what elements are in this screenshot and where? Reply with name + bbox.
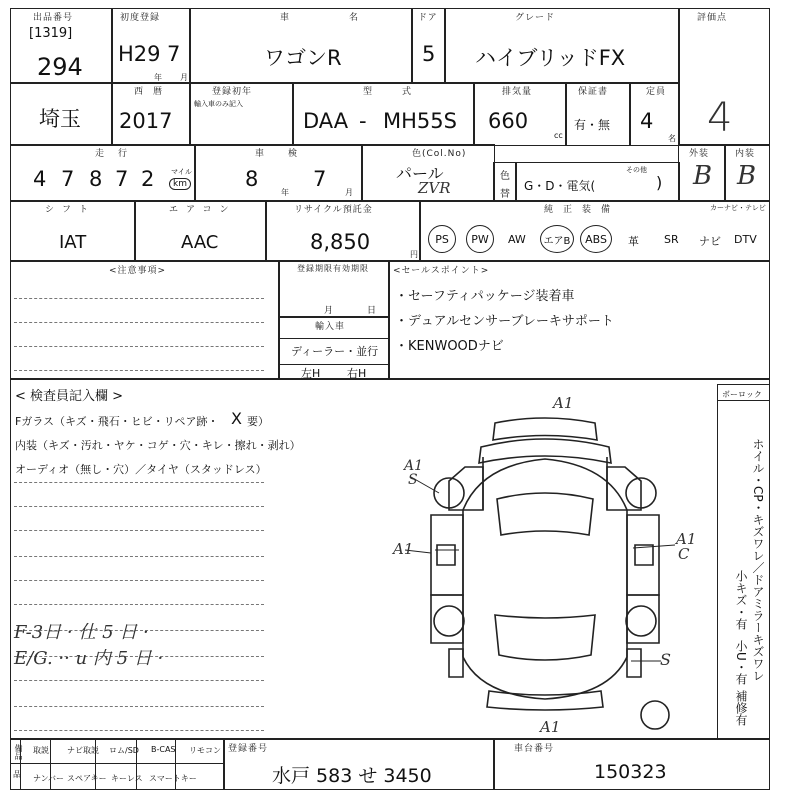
chassis-label: 車台番号 [514,744,555,754]
side-small-text: 小キズ・有 [734,570,748,630]
fuel-other-label: その他 [626,166,647,174]
recycle-label: リサイクル預託金 [294,205,373,215]
mileage-cell [10,144,196,202]
warranty-label: 保証書 [578,87,609,97]
inventory-item: ロム/SD [109,746,139,755]
caution-box [10,260,280,380]
import-type-box [278,316,390,380]
fuel-cell [515,162,680,202]
fglass-line-end: 要） [247,415,269,428]
color-code: ZVR [418,179,451,197]
fuel-close: ) [656,173,663,192]
exterior-label: 外装 [689,149,710,159]
equipment-airbag: エアB [540,225,574,253]
model-dash: - [359,109,367,133]
inspection-month: 7 [313,167,327,191]
inventory-item: ナビ取説 [67,746,99,755]
capacity-label: 定員 [646,87,667,97]
handle-left: 左H [301,367,321,380]
door-label: ドア [418,13,438,23]
equipment-pw: PW [466,225,494,253]
mileage-digit: 7 [61,167,75,191]
region: 埼玉 [39,107,81,131]
damage-mark: C [678,545,690,563]
sales-points-label: <セールスポイント> [393,266,490,276]
inventory-item: スペアキー [67,774,107,783]
inventory-item: スマートキー [149,774,197,783]
equipment-aw: AW [508,233,526,246]
sales-point: ・セーフティパッケージ装着車 [395,289,575,304]
color-label: 色(Col.No) [412,149,467,159]
inventory-item: ナンバー [33,774,65,783]
mileage-digit: 7 [115,167,129,191]
equipment-ps: PS [428,225,456,253]
exterior-cell [678,144,726,202]
door-cell [411,8,446,84]
recycle-fee: 8,850 [310,230,371,254]
grade-cell [444,8,680,84]
displacement-label: 排気量 [502,87,533,97]
color-name: パール [396,164,444,183]
displacement-cell [473,82,567,146]
mileage-unit-mile: マイル [171,168,192,176]
interior-line: 内装（キズ・汚れ・ヤケ・コゲ・穴・キレ・擦れ・剥れ） [15,439,301,452]
aircon: AAC [181,232,219,253]
deadline-box [278,260,390,318]
inspection-year-unit: 年 [281,188,289,197]
handle-right: 右H [347,367,367,380]
model-code-label: 型式 [363,87,442,97]
chassis-box [493,738,770,790]
doors: 5 [422,42,436,66]
model-prefix: DAA [303,109,349,133]
interior-cell [724,144,770,202]
damage-mark: A1 [540,718,561,736]
mileage-label: 走行 [95,149,142,159]
side-header: ボーロック [722,390,762,399]
lot-prefix: [1319] [29,26,73,41]
damage-mark: A1 [676,530,697,548]
color-change-label-2: 替 [500,189,510,200]
first-reg-year-unit: 年 [154,73,162,82]
deadline-month-unit: 月 [324,306,334,316]
damage-mark: S [660,650,671,669]
grade-label: グレード [515,13,556,23]
color-change-cell [493,162,517,202]
damage-mark: S [408,472,418,488]
first-reg-year: H29 [118,42,161,66]
model-code-cell [292,82,475,146]
first-reg-month: 7 [167,42,181,66]
recycle-unit: 円 [410,250,418,259]
warranty-cell [565,82,631,146]
equipment-navi: ナビ [699,235,721,248]
color-cell [361,144,495,202]
mileage-digit: 2 [141,167,155,191]
exterior-grade: B [693,161,713,191]
import-reg-cell [189,82,294,146]
equipment-sub-label: カーナビ・テレビ [710,204,766,212]
recycle-cell [265,200,421,262]
capacity-unit: 名 [668,134,676,143]
sales-point: ・KENWOODナビ [395,339,504,354]
car-damage-diagram [385,395,705,740]
sales-points-box [388,260,770,380]
car-name: ワゴンR [264,46,342,70]
damage-mark: A1 [404,458,424,474]
first-reg-month-unit: 月 [180,73,188,82]
side-wheel-text: ホイル・CP・キズワレ／ドアミラーキズワレ [751,438,765,682]
capacity-cell [629,82,680,146]
mileage-digit: 4 [33,167,47,191]
displacement-unit: cc [554,131,563,140]
side-repair-text: 補修有 [734,690,748,726]
lot-cell [10,8,113,84]
lot-number: 294 [37,53,83,81]
first-reg-cell [111,8,191,84]
inspection-cell [194,144,363,202]
model-label: 車名 [280,13,419,23]
inventory-item: 取説 [33,746,49,755]
shift-label: シフト [45,205,97,215]
region-cell [10,82,113,146]
inventory-item: キーレス [111,774,143,783]
model-code: MH55S [383,109,457,133]
car-name-cell [189,8,419,84]
year-label: 西暦 [134,87,173,97]
mileage-unit-km: km [169,178,191,190]
interior-label: 内装 [735,149,756,159]
fglass-x-mark: X [231,409,242,428]
side-small-u-text: 小U・有 [734,640,748,685]
plate-box [223,738,495,790]
inspection-month-unit: 月 [345,188,353,197]
warranty: 有・無 [574,118,611,132]
inventory-label-2: 品 [13,770,21,779]
score-cell [678,8,770,146]
audio-line: オーディオ（無し・穴）／タイヤ（スタッドレス） [15,463,267,476]
inventory-label-1: 備品 [14,744,23,760]
aircon-cell [134,200,267,262]
equipment-label: 純正装備 [544,205,621,215]
interior-grade: B [737,161,757,191]
year-cell [111,82,191,146]
plate-label: 登録番号 [228,744,269,754]
handwritten-note-2: E/G. ·· u 内 5 日 · [14,648,164,669]
shift: IAT [59,232,87,253]
chassis: 150323 [594,761,667,783]
fuel: G・D・電気( [524,179,596,193]
displacement: 660 [488,109,529,133]
capacity: 4 [640,109,654,133]
inventory-item: リモコン [189,746,221,755]
inspector-title: < 検査員記入欄 > [15,389,124,404]
year: 2017 [119,109,173,133]
lot-label: 出品番号 [33,13,74,23]
inventory-item: B-CAS [151,745,176,754]
equipment-sr: SR [664,233,679,246]
caution-label: <注意事項> [109,266,167,276]
mileage-digit: 8 [89,167,103,191]
sales-point: ・デュアルセンサーブレーキサポート [395,314,614,329]
equipment-dtv: DTV [734,233,757,246]
plate: 水戸 583 せ 3450 [272,765,432,787]
first-reg-label: 初度登録 [120,13,161,23]
import-sub: 輸入車のみ記入 [194,100,243,108]
color-change-label-1: 色 [500,171,510,182]
inspection-label: 車検 [255,149,322,159]
fglass-line: Fガラス（キズ・飛石・ヒビ・リペア跡・ [15,415,219,428]
score-label: 評価点 [697,13,728,23]
score-handwritten: 4 [707,95,733,141]
deadline-label: 登録期限有効期限 [297,264,369,273]
damage-mark: A1 [393,540,414,558]
inventory-box [10,738,225,790]
aircon-label: エアコン [169,205,237,215]
equipment-leather: 革 [628,235,639,248]
damage-mark: A1 [553,394,574,412]
import-label: 登録初年 [212,87,253,97]
import-type: ディーラー・並行 [291,345,379,358]
import-type-label: 輸入車 [315,322,346,332]
equipment-cell [419,200,770,262]
handwritten-note-1: F-3日 · 仕 5 日 · [14,622,149,643]
inspection-year: 8 [245,167,259,191]
shift-cell [10,200,136,262]
equipment-abs: ABS [580,225,612,253]
deadline-day-unit: 日 [367,306,377,316]
grade: ハイブリッドFX [475,46,626,70]
